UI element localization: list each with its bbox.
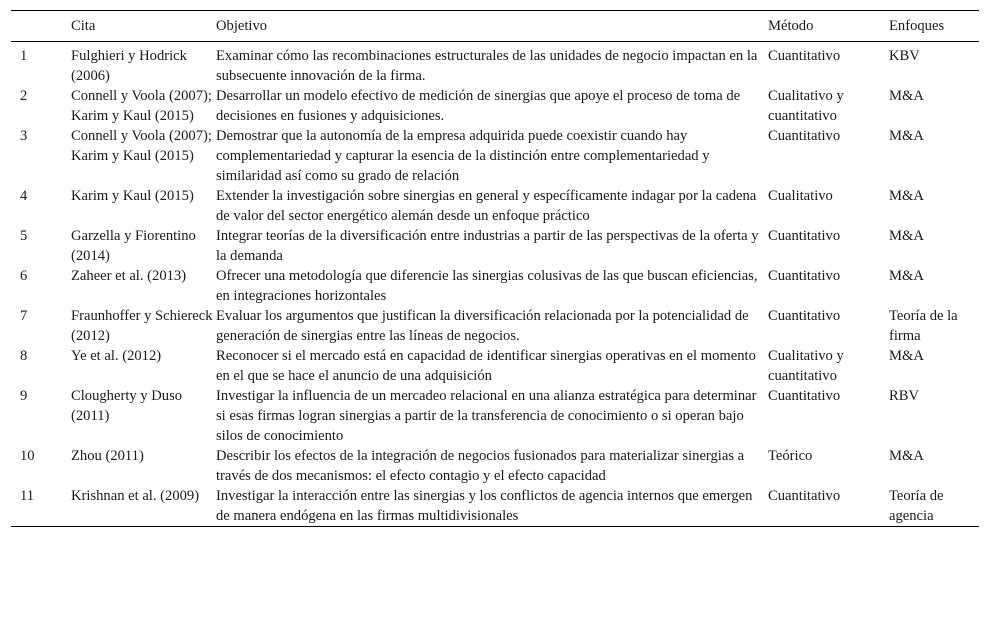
row-metodo: Cuantitativo bbox=[768, 228, 841, 244]
row-enfoque: M&A bbox=[889, 348, 924, 364]
row-cita: Fulghieri y Hodrick (2006) bbox=[71, 48, 187, 84]
row-enfoque: M&A bbox=[889, 128, 924, 144]
row-objetivo: Investigar la influencia de un mercadeo relacional en una alianza estratégica para determinar si esas firmas logran sinergias a partir de la transferencia de conocimiento o si operan bajo silos de conocimiento bbox=[216, 388, 757, 444]
row-objetivo: Integrar teorías de la diversificación entre industrias a partir de las perspectivas de la oferta y la demanda bbox=[216, 228, 759, 264]
row-number: 1 bbox=[20, 48, 28, 64]
row-cita: Zhou (2011) bbox=[71, 448, 144, 464]
header-enfoques: Enfoques bbox=[889, 18, 945, 34]
row-enfoque: M&A bbox=[889, 228, 924, 244]
table-row bbox=[11, 126, 979, 186]
row-enfoque: RBV bbox=[889, 388, 920, 404]
row-cita: Krishnan et al. (2009) bbox=[71, 488, 200, 504]
row-number: 8 bbox=[20, 348, 28, 364]
row-number: 7 bbox=[20, 308, 28, 324]
row-enfoque: Teoría de la firma bbox=[889, 308, 958, 344]
table-row bbox=[11, 446, 979, 486]
header-metodo: Método bbox=[768, 18, 814, 34]
header-row bbox=[11, 11, 979, 42]
row-metodo: Cuantitativo bbox=[768, 48, 841, 64]
row-cita: Clougherty y Duso (2011) bbox=[71, 388, 183, 424]
row-cita: Garzella y Fiorentino (2014) bbox=[71, 228, 196, 264]
row-metodo: Cualitativo y cuantitativo bbox=[768, 88, 844, 124]
row-metodo: Cuantitativo bbox=[768, 488, 841, 504]
row-metodo: Cuantitativo bbox=[768, 128, 841, 144]
table-row bbox=[11, 386, 979, 446]
row-cita: Connell y Voola (2007); Karim y Kaul (2015) bbox=[71, 88, 212, 124]
table-row bbox=[11, 42, 979, 87]
table-row bbox=[11, 486, 979, 527]
row-metodo: Cualitativo bbox=[768, 188, 833, 204]
row-enfoque: M&A bbox=[889, 188, 924, 204]
row-enfoque: M&A bbox=[889, 268, 924, 284]
row-metodo: Cuantitativo bbox=[768, 388, 841, 404]
table-row bbox=[11, 86, 979, 126]
row-enfoque: Teoría de agencia bbox=[889, 488, 944, 524]
row-objetivo: Extender la investigación sobre sinergias en general y específicamente indagar por la cadena de valor del sector energético alemán desde un enfoque práctico bbox=[216, 188, 757, 224]
row-objetivo: Describir los efectos de la integración de negocios fusionados para materializar sinergias a través de dos mecanismos: el efecto contagio y el efecto capacidad bbox=[216, 448, 745, 484]
table-row bbox=[11, 306, 979, 346]
row-cita: Karim y Kaul (2015) bbox=[71, 188, 194, 204]
row-metodo: Cualitativo y cuantitativo bbox=[768, 348, 844, 384]
row-metodo: Cuantitativo bbox=[768, 268, 841, 284]
row-number: 3 bbox=[20, 128, 28, 144]
row-objetivo: Ofrecer una metodología que diferencie las sinergias colusivas de las que buscan eficiencias, en integraciones horizontales bbox=[216, 268, 758, 304]
table-row bbox=[11, 346, 979, 386]
row-number: 2 bbox=[20, 88, 28, 104]
table-row bbox=[11, 266, 979, 306]
row-objetivo: Desarrollar un modelo efectivo de medición de sinergias que apoye el proceso de toma de decisiones en fusiones y adquisiciones. bbox=[216, 88, 741, 124]
row-metodo: Teórico bbox=[768, 448, 813, 464]
row-number: 10 bbox=[20, 448, 35, 464]
row-objetivo: Evaluar los argumentos que justifican la diversificación relacionada por la potencialidad de generación de sinergias entre las líneas de negocios. bbox=[216, 308, 749, 344]
row-number: 11 bbox=[20, 488, 35, 504]
row-number: 4 bbox=[20, 188, 28, 204]
header-number bbox=[11, 11, 71, 42]
row-enfoque: KBV bbox=[889, 48, 920, 64]
row-number: 5 bbox=[20, 228, 28, 244]
row-objetivo: Reconocer si el mercado está en capacidad de identificar sinergias operativas en el momento en el que se hace el anuncio de una adquisición bbox=[216, 348, 756, 384]
row-objetivo: Demostrar que la autonomía de la empresa adquirida puede coexistir cuando hay complementariedad y capturar la esencia de la distinción entre complementariedad y similaridad así como su grado de relación bbox=[216, 128, 710, 184]
synergy-studies-table bbox=[11, 10, 979, 527]
header-objetivo: Objetivo bbox=[216, 18, 268, 34]
row-enfoque: M&A bbox=[889, 88, 924, 104]
row-cita: Ye et al. (2012) bbox=[71, 348, 162, 364]
row-objetivo: Investigar la interacción entre las sinergias y los conflictos de agencia internos que emergen de manera endógena en las firmas multidivisionales bbox=[216, 488, 753, 524]
row-number: 9 bbox=[20, 388, 28, 404]
table-row bbox=[11, 226, 979, 266]
row-enfoque: M&A bbox=[889, 448, 924, 464]
table-row bbox=[11, 186, 979, 226]
header-cita: Cita bbox=[71, 18, 96, 34]
row-objetivo: Examinar cómo las recombinaciones estructurales de las unidades de negocio impactan en la subsecuente innovación de la firma. bbox=[216, 48, 758, 84]
row-cita: Connell y Voola (2007); Karim y Kaul (2015) bbox=[71, 128, 212, 164]
row-number: 6 bbox=[20, 268, 28, 284]
row-cita: Zaheer et al. (2013) bbox=[71, 268, 187, 284]
row-metodo: Cuantitativo bbox=[768, 308, 841, 324]
table-body bbox=[11, 42, 979, 527]
row-cita: Fraunhoffer y Schiereck (2012) bbox=[71, 308, 213, 344]
